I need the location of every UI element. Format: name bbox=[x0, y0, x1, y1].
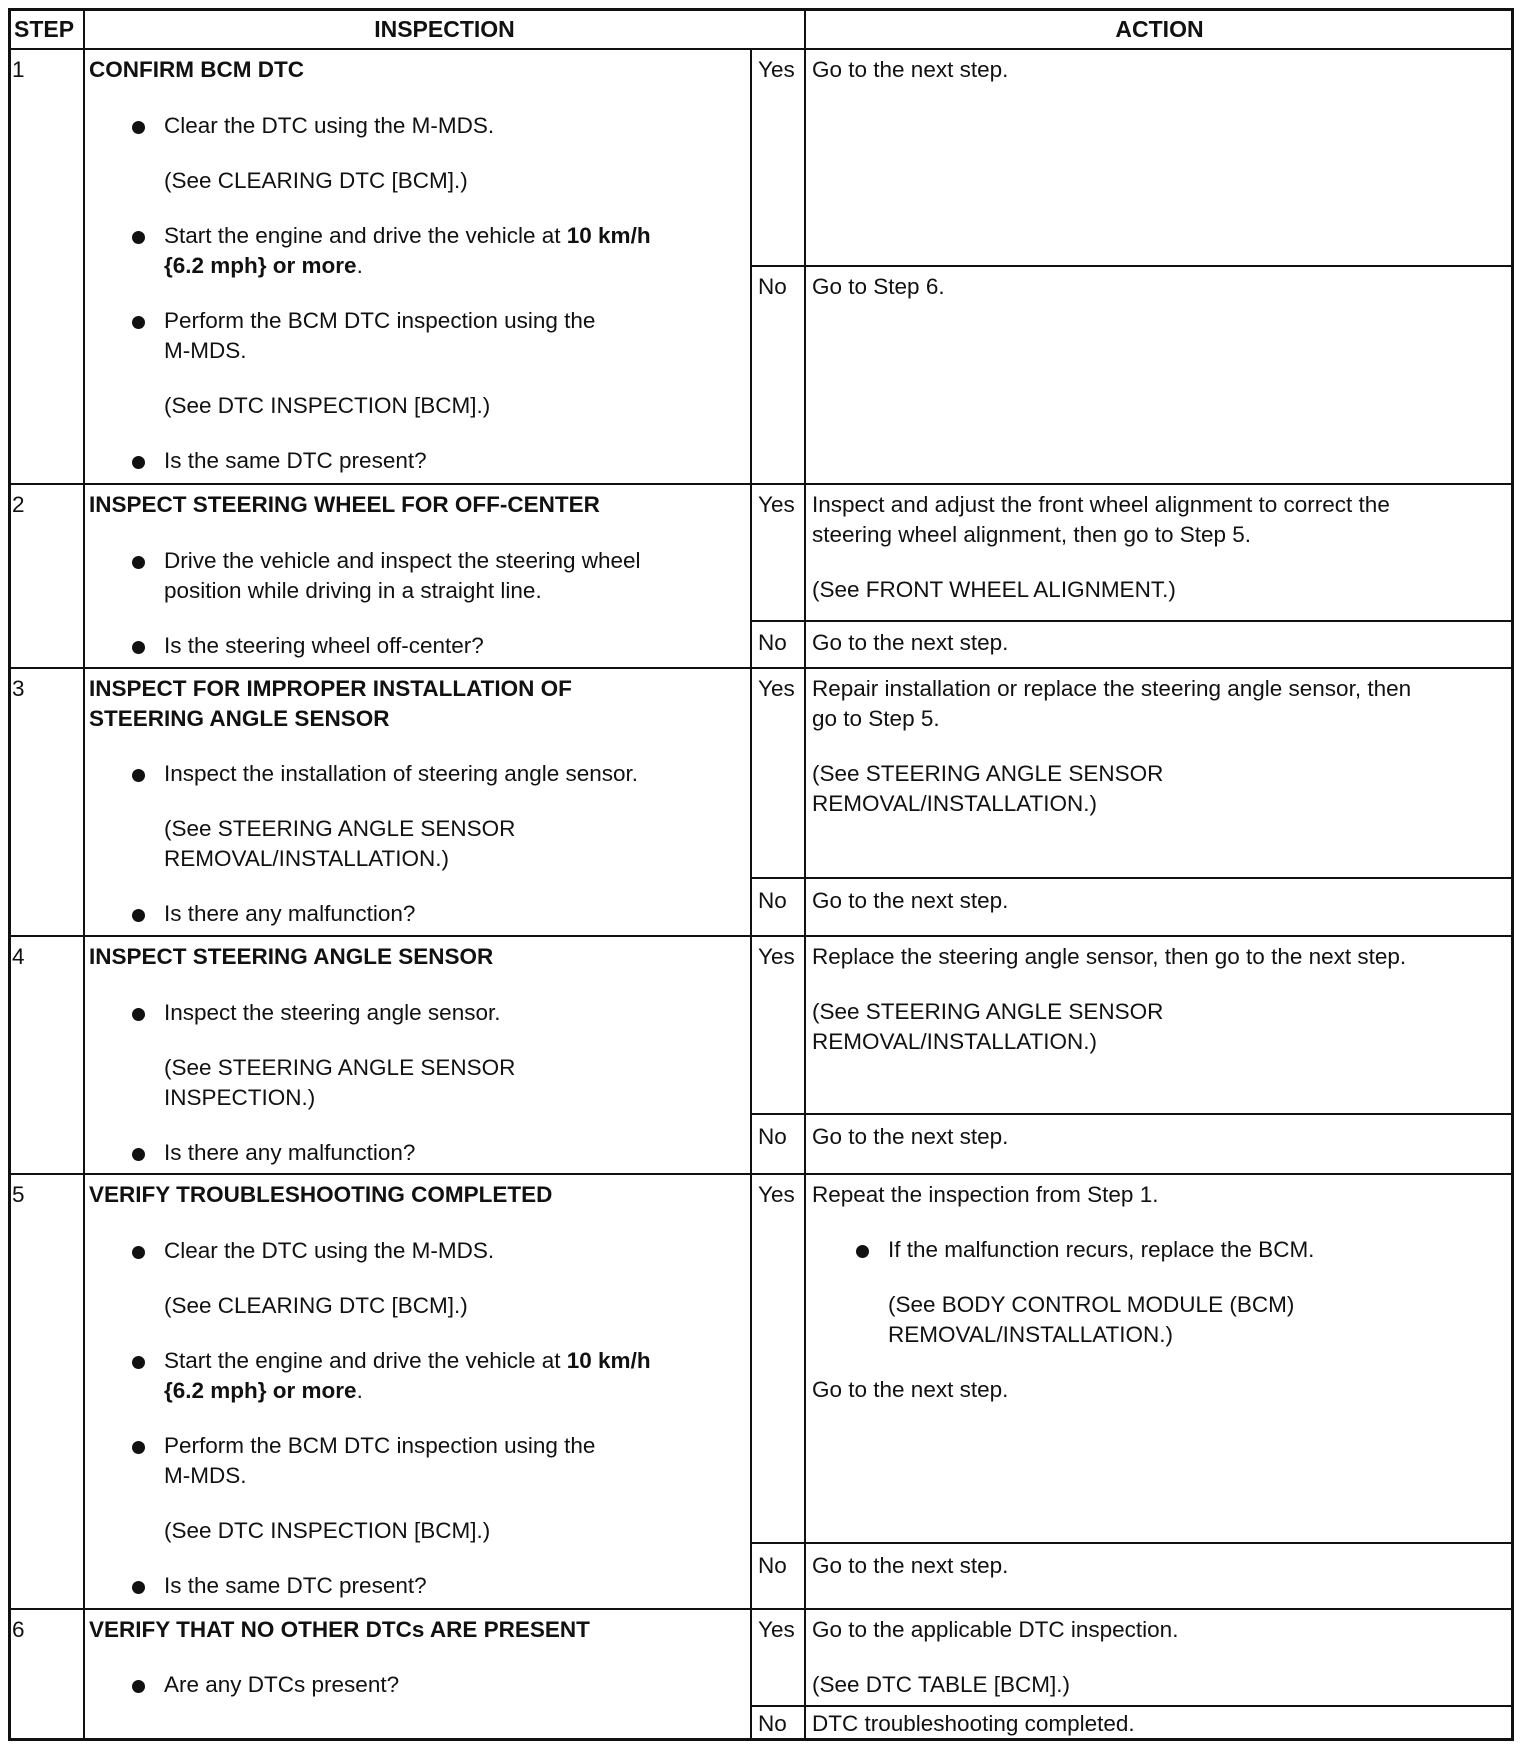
divider-yes-no-column bbox=[750, 48, 752, 1741]
reference-text: INSPECTION.) bbox=[164, 1085, 316, 1110]
bullet-text: Clear the DTC using the M-MDS. bbox=[164, 113, 495, 138]
bullet-icon bbox=[132, 1148, 145, 1161]
divider-step-column bbox=[83, 8, 85, 1741]
step-number: 2 bbox=[12, 492, 25, 517]
question-text: Is the steering wheel off-center? bbox=[164, 633, 484, 658]
reference-text: REMOVAL/INSTALLATION.) bbox=[164, 846, 450, 871]
reference-text: REMOVAL/INSTALLATION.) bbox=[812, 791, 1098, 816]
bullet-text: Perform the BCM DTC inspection using the bbox=[164, 1433, 596, 1458]
yes-label: Yes bbox=[758, 944, 795, 969]
header-inspection: INSPECTION bbox=[374, 15, 515, 42]
action-text: Go to the next step. bbox=[812, 1377, 1009, 1402]
reference-text: (See BODY CONTROL MODULE (BCM) bbox=[888, 1292, 1295, 1317]
reference-text: (See STEERING ANGLE SENSOR bbox=[812, 999, 1164, 1024]
action-text: Go to the next step. bbox=[812, 57, 1009, 82]
bullet-icon bbox=[132, 556, 145, 569]
question-text: Is there any malfunction? bbox=[164, 1140, 416, 1165]
yes-label: Yes bbox=[758, 1182, 795, 1207]
reference-text: (See FRONT WHEEL ALIGNMENT.) bbox=[812, 577, 1176, 602]
yes-no-separator bbox=[750, 877, 1514, 879]
bullet-icon bbox=[132, 456, 145, 469]
bullet-icon bbox=[132, 1581, 145, 1594]
divider-header-action bbox=[804, 8, 806, 50]
bullet-text: Perform the BCM DTC inspection using the bbox=[164, 308, 596, 333]
question-text: Is there any malfunction? bbox=[164, 901, 416, 926]
question-text: Are any DTCs present? bbox=[164, 1672, 400, 1697]
reference-text: (See STEERING ANGLE SENSOR bbox=[164, 816, 516, 841]
header-step: STEP bbox=[14, 15, 75, 42]
bullet-icon bbox=[132, 641, 145, 654]
bullet-text: Drive the vehicle and inspect the steering wheel bbox=[164, 548, 641, 573]
step-number: 3 bbox=[12, 676, 25, 701]
header-action: ACTION bbox=[1115, 15, 1204, 42]
bullet-text: Clear the DTC using the M-MDS. bbox=[164, 1238, 495, 1263]
bullet-icon bbox=[132, 231, 145, 244]
bullet-icon bbox=[856, 1245, 869, 1258]
question-text: Is the same DTC present? bbox=[164, 1573, 427, 1598]
bullet-icon bbox=[132, 121, 145, 134]
row-separator bbox=[8, 1173, 1514, 1175]
bullet-text: {6.2 mph} or more. bbox=[164, 1378, 363, 1403]
bullet-text: If the malfunction recurs, replace the BCM. bbox=[888, 1237, 1315, 1262]
action-text: Repeat the inspection from Step 1. bbox=[812, 1182, 1159, 1207]
action-text: Go to the next step. bbox=[812, 1553, 1009, 1578]
reference-text: (See DTC TABLE [BCM].) bbox=[812, 1672, 1070, 1697]
reference-text: (See DTC INSPECTION [BCM].) bbox=[164, 1518, 491, 1543]
step-title: INSPECT STEERING ANGLE SENSOR bbox=[89, 944, 494, 969]
bullet-icon bbox=[132, 769, 145, 782]
action-text: Go to the next step. bbox=[812, 630, 1009, 655]
bullet-icon bbox=[132, 909, 145, 922]
bullet-text: Inspect the steering angle sensor. bbox=[164, 1000, 501, 1025]
yes-no-separator bbox=[750, 1542, 1514, 1544]
yes-no-separator bbox=[750, 1705, 1514, 1707]
action-text: DTC troubleshooting completed. bbox=[812, 1711, 1135, 1736]
yes-label: Yes bbox=[758, 492, 795, 517]
action-text: Go to Step 6. bbox=[812, 274, 945, 299]
yes-no-separator bbox=[750, 1113, 1514, 1115]
row-separator bbox=[8, 935, 1514, 937]
reference-text: (See STEERING ANGLE SENSOR bbox=[812, 761, 1164, 786]
row-separator bbox=[8, 48, 1514, 50]
bullet-icon bbox=[132, 1356, 145, 1369]
no-label: No bbox=[758, 888, 787, 913]
step-title: STEERING ANGLE SENSOR bbox=[89, 706, 390, 731]
bullet-text: Inspect the installation of steering angle sensor. bbox=[164, 761, 639, 786]
no-label: No bbox=[758, 1553, 787, 1578]
action-text: Go to the next step. bbox=[812, 888, 1009, 913]
action-text: Go to the applicable DTC inspection. bbox=[812, 1617, 1179, 1642]
row-separator bbox=[8, 1608, 1514, 1610]
question-text: Is the same DTC present? bbox=[164, 448, 427, 473]
reference-text: (See DTC INSPECTION [BCM].) bbox=[164, 393, 491, 418]
bullet-icon bbox=[132, 1680, 145, 1693]
action-text: Repair installation or replace the steering angle sensor, then bbox=[812, 676, 1412, 701]
step-title: VERIFY TROUBLESHOOTING COMPLETED bbox=[89, 1182, 553, 1207]
row-separator bbox=[8, 667, 1514, 669]
step-title: INSPECT FOR IMPROPER INSTALLATION OF bbox=[89, 676, 572, 701]
action-text: steering wheel alignment, then go to Step 5. bbox=[812, 522, 1252, 547]
reference-text: (See STEERING ANGLE SENSOR bbox=[164, 1055, 516, 1080]
no-label: No bbox=[758, 630, 787, 655]
step-title: VERIFY THAT NO OTHER DTCs ARE PRESENT bbox=[89, 1617, 590, 1642]
action-text: Inspect and adjust the front wheel alignment to correct the bbox=[812, 492, 1390, 517]
action-text: Go to the next step. bbox=[812, 1124, 1009, 1149]
bullet-text: Start the engine and drive the vehicle at 10 km/h bbox=[164, 1348, 651, 1373]
reference-text: (See CLEARING DTC [BCM].) bbox=[164, 168, 468, 193]
yes-no-separator bbox=[750, 620, 1514, 622]
bullet-text: position while driving in a straight line. bbox=[164, 578, 542, 603]
bullet-icon bbox=[132, 1246, 145, 1259]
bullet-text: Start the engine and drive the vehicle at 10 km/h bbox=[164, 223, 651, 248]
action-text: go to Step 5. bbox=[812, 706, 940, 731]
no-label: No bbox=[758, 274, 787, 299]
divider-action-column bbox=[804, 48, 806, 1741]
yes-no-separator bbox=[750, 265, 1514, 267]
yes-label: Yes bbox=[758, 676, 795, 701]
reference-text: (See CLEARING DTC [BCM].) bbox=[164, 1293, 468, 1318]
bullet-text: M-MDS. bbox=[164, 1463, 247, 1488]
step-number: 1 bbox=[12, 57, 25, 82]
yes-label: Yes bbox=[758, 57, 795, 82]
action-text: Replace the steering angle sensor, then go to the next step. bbox=[812, 944, 1407, 969]
no-label: No bbox=[758, 1124, 787, 1149]
step-title: CONFIRM BCM DTC bbox=[89, 57, 304, 82]
bullet-icon bbox=[132, 316, 145, 329]
reference-text: REMOVAL/INSTALLATION.) bbox=[812, 1029, 1098, 1054]
yes-label: Yes bbox=[758, 1617, 795, 1642]
bullet-icon bbox=[132, 1008, 145, 1021]
bullet-text: M-MDS. bbox=[164, 338, 247, 363]
step-number: 5 bbox=[12, 1182, 25, 1207]
step-number: 4 bbox=[12, 944, 25, 969]
no-label: No bbox=[758, 1711, 787, 1736]
reference-text: REMOVAL/INSTALLATION.) bbox=[888, 1322, 1174, 1347]
step-title: INSPECT STEERING WHEEL FOR OFF-CENTER bbox=[89, 492, 600, 517]
step-number: 6 bbox=[12, 1617, 25, 1642]
bullet-icon bbox=[132, 1441, 145, 1454]
bullet-text: {6.2 mph} or more. bbox=[164, 253, 363, 278]
row-separator bbox=[8, 483, 1514, 485]
